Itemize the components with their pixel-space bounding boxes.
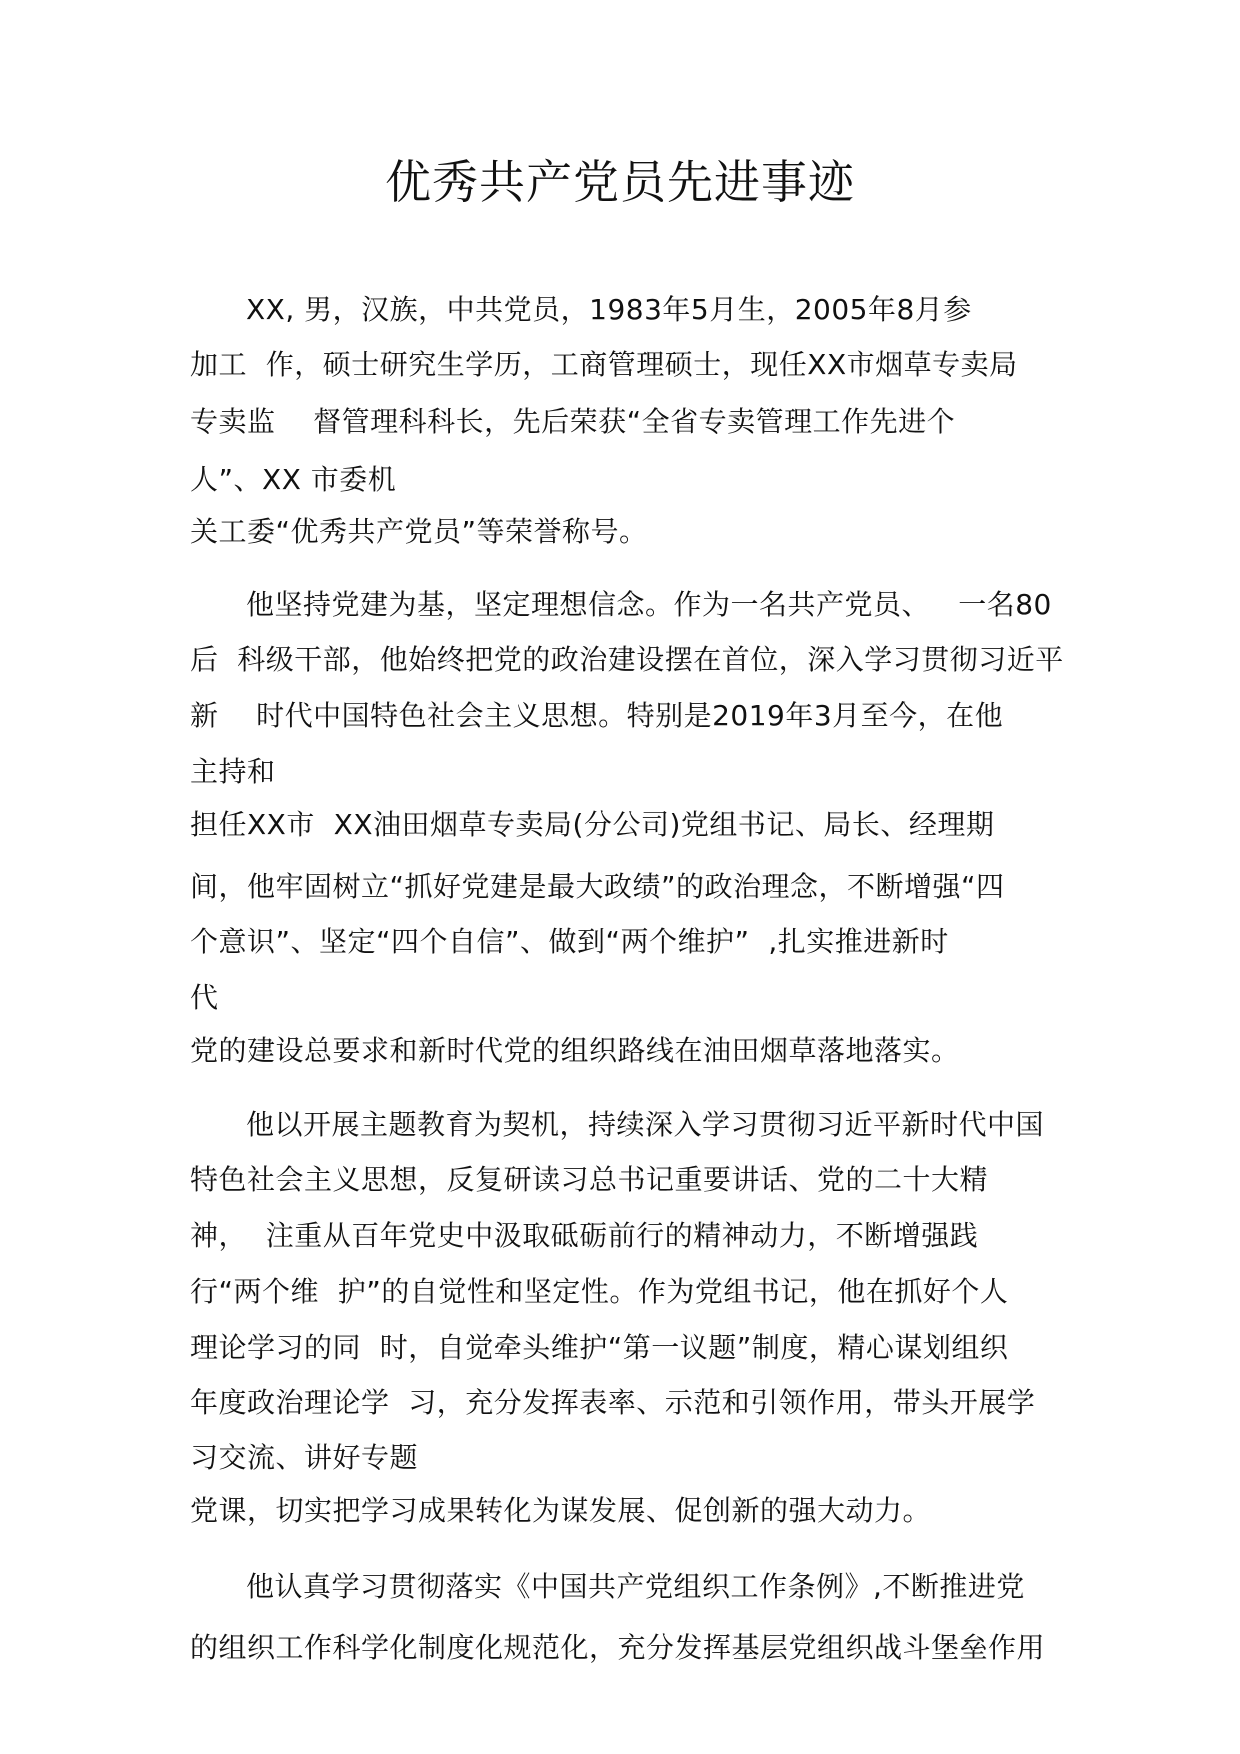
text-line: 后 科级干部，他始终把党的政治建设摆在首位，深入学习贯彻习近平 bbox=[190, 643, 1064, 676]
text-line: 的组织工作科学化制度化规范化，充分发挥基层党组织战斗堡垒作用 bbox=[190, 1631, 1046, 1664]
text-line: 新 时代中国特色社会主义思想。特别是2019年3月至今，在他 bbox=[190, 699, 1004, 732]
text-line: 主持和 bbox=[190, 755, 276, 788]
text-line: 间，他牢固树立“抓好党建是最大政绩”的政治理念，不断增强“四 bbox=[190, 870, 1005, 903]
text-line: 年度政治理论学 习，充分发挥表率、示范和引领作用，带头开展学 bbox=[190, 1386, 1036, 1419]
text-line: 加工 作，硕士研究生学历，工商管理硕士，现任XX市烟草专卖局 bbox=[190, 348, 1018, 381]
text-line: 他认真学习贯彻落实《中国共产党组织工作条例》,不断推进党 bbox=[246, 1570, 1025, 1603]
text-line: XX, 男，汉族，中共党员，1983年5月生，2005年8月参 bbox=[246, 293, 972, 326]
text-line: 他坚持党建为基，坚定理想信念。作为一名共产党员、 一名80 bbox=[246, 588, 1052, 621]
text-line: 神， 注重从百年党史中汲取砥砺前行的精神动力，不断增强践 bbox=[190, 1219, 979, 1252]
text-line: 人”、XX 市委机 bbox=[190, 463, 397, 496]
text-line: 习交流、讲好专题 bbox=[190, 1441, 419, 1474]
text-line: 党课，切实把学习成果转化为谋发展、促创新的强大动力。 bbox=[190, 1494, 932, 1527]
text-line: 个意识”、坚定“四个自信”、做到“两个维护” ,扎实推进新时 bbox=[190, 925, 949, 958]
text-line: 专卖监 督管理科科长，先后荣获“全省专卖管理工作先进个 bbox=[190, 405, 956, 438]
text-line: 行“两个维 护”的自觉性和坚定性。作为党组书记，他在抓好个人 bbox=[190, 1275, 1009, 1308]
text-line: 担任XX市 XX油田烟草专卖局(分公司)党组书记、局长、经理期 bbox=[190, 808, 995, 841]
text-line: 他以开展主题教育为契机，持续深入学习贯彻习近平新时代中国 bbox=[246, 1108, 1045, 1141]
document-title: 优秀共产党员先进事迹 bbox=[385, 155, 855, 209]
text-line: 关工委“优秀共产党员”等荣誉称号。 bbox=[190, 515, 648, 548]
text-line: 理论学习的同 时，自觉牵头维护“第一议题”制度，精心谋划组织 bbox=[190, 1331, 1009, 1364]
text-line: 代 bbox=[190, 981, 219, 1014]
text-line: 特色社会主义思想，反复研读习总书记重要讲话、党的二十大精 bbox=[190, 1163, 989, 1196]
text-line: 党的建设总要求和新时代党的组织路线在油田烟草落地落实。 bbox=[190, 1034, 960, 1067]
